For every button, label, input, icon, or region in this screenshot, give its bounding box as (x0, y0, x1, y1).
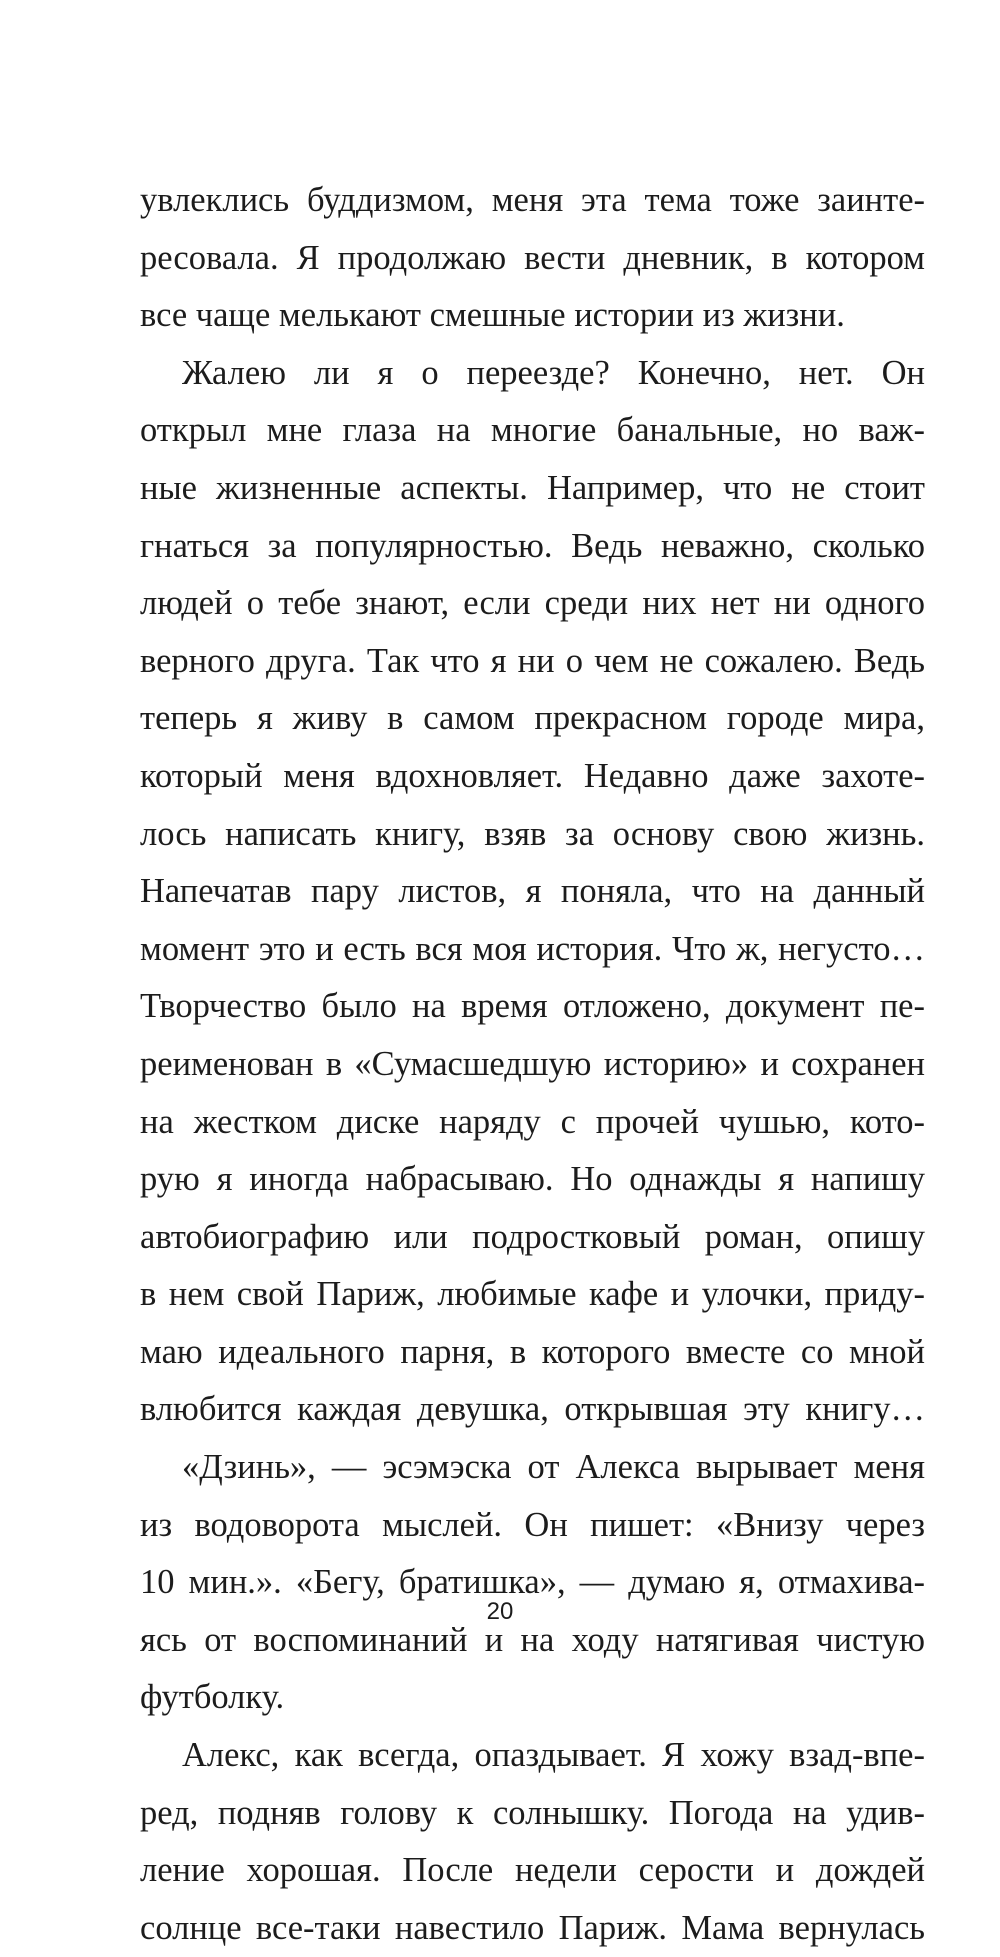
text-line: момент это и есть вся моя история. Что ж, негусто… (140, 929, 925, 968)
text-line: ление хорошая. После недели серости и дождей (140, 1851, 925, 1890)
text-line: открыл мне глаза на многие банальные, но важ- (140, 411, 925, 450)
text-line: Творчество было на время отложено, документ пе- (140, 987, 925, 1026)
text-line: который меня вдохновляет. Недавно даже захоте- (140, 756, 925, 795)
text-line: «Дзинь», — эсэмэска от Алекса вырывает меня (182, 1448, 925, 1487)
page-number: 20 (486, 1598, 514, 1625)
text-line: футболку. (140, 1678, 285, 1717)
text-line: теперь я живу в самом прекрасном городе мира, (140, 699, 925, 738)
text-line: лось написать книгу, взяв за основу свою жизнь. (140, 814, 925, 853)
text-line: ред, подняв голову к солнышку. Погода на удив- (140, 1793, 925, 1832)
text-line: рую я иногда набрасываю. Но однажды я напишу (140, 1160, 925, 1199)
text-line: Алекс, как всегда, опаздывает. Я хожу взад-впе- (182, 1736, 925, 1775)
text-line: Напечатав пару листов, я поняла, что на данный (140, 872, 925, 911)
text-line: солнце все-таки навестило Париж. Мама вернулась (140, 1908, 925, 1947)
text-line: Жалею ли я о переезде? Конечно, нет. Он (182, 353, 925, 392)
body-text (140, 172, 925, 1957)
text-line: реименован в «Сумасшедшую историю» и сохранен (140, 1044, 925, 1083)
text-line: увлеклись буддизмом, меня эта тема тоже заинте- (140, 181, 925, 219)
text-line: людей о тебе знают, если среди них нет ни одного (140, 584, 925, 623)
text-line: из водоворота мыслей. Он пишет: «Внизу через (140, 1505, 925, 1544)
text-line: на жестком диске наряду с прочей чушью, кото- (140, 1102, 925, 1141)
text-line: верного друга. Так что я ни о чем не сожалею. Ведь (140, 641, 925, 680)
text-line: ясь от воспоминаний и на ходу натягивая чистую (140, 1620, 925, 1659)
text-line: влюбится каждая девушка, открывшая эту книгу… (140, 1390, 925, 1429)
text-line: 10 мин.». «Бегу, братишка», — думаю я, отмахива- (140, 1563, 925, 1602)
text-line: маю идеального парня, в которого вместе со мной (140, 1332, 925, 1371)
text-line: ные жизненные аспекты. Например, что не стоит (140, 468, 925, 507)
text-line: автобиографию или подростковый роман, опишу (140, 1217, 925, 1256)
text-line: гнаться за популярностью. Ведь неважно, сколько (140, 526, 925, 565)
text-line: все чаще мелькают смешные истории из жизни. (140, 296, 845, 335)
text-line: в нем свой Париж, любимые кафе и улочки, приду- (140, 1275, 925, 1314)
text-line: ресовала. Я продолжаю вести дневник, в котором (140, 238, 925, 277)
